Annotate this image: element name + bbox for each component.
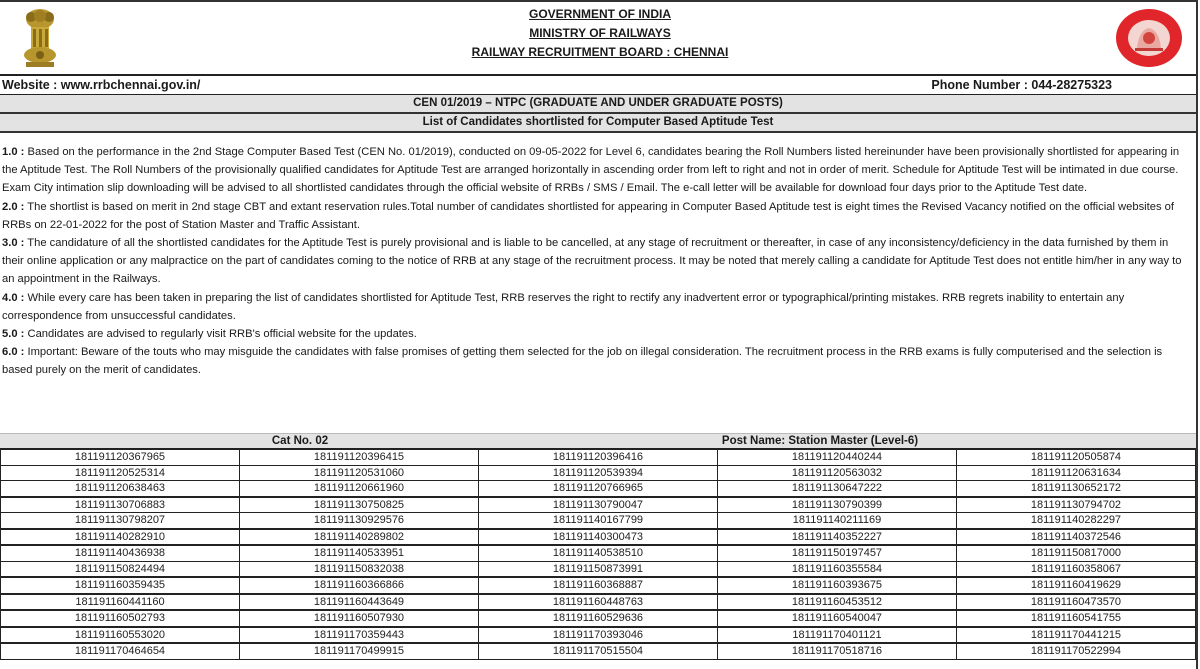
- roll-number-cell: 181191130750825: [240, 497, 479, 513]
- roll-number-cell: 181191160448763: [479, 594, 718, 611]
- roll-number-cell: 181191140372546: [957, 529, 1196, 546]
- national-emblem-icon: [22, 7, 58, 69]
- roll-number-cell: 181191120631634: [957, 465, 1196, 481]
- roll-number-cell: 181191140282910: [1, 529, 240, 546]
- table-row: [1, 610, 1196, 627]
- note-1: [2, 143, 1190, 198]
- roll-number-cell: 181191160359435: [1, 577, 240, 594]
- table-row: [1, 561, 1196, 577]
- notes-section: [2, 143, 1190, 380]
- note-number: 1.0 :: [2, 146, 25, 158]
- roll-number-cell: 181191140167799: [479, 513, 718, 529]
- note-2: [2, 198, 1190, 234]
- board-title: RAILWAY RECRUITMENT BOARD : CHENNAI: [471, 45, 729, 59]
- note-text: The candidature of all the shortlisted candidates for the Aptitude Test is purely provisional and is liable to be cancelled, at any stage of recruitment or thereafter, in case of any inconsistency/deficiency in the data furnished by them in their online application or any malpractice on the part of candidates coming to the notice of RRB at any stage of the recruitment process. It may be noted that merely calling a candidate for Aptitude Test does not entitle him/her in any way to an appointment in the Railways.: [2, 237, 1182, 286]
- table-header: [0, 433, 1196, 450]
- table-row: [1, 545, 1196, 561]
- govt-title: GOVERNMENT OF INDIA: [528, 7, 671, 21]
- phone-number: Phone Number : 044-28275323: [931, 78, 1112, 92]
- roll-number-cell: 181191130794702: [957, 497, 1196, 513]
- cen-heading: CEN 01/2019 – NTPC (GRADUATE AND UNDER GRADUATE POSTS): [0, 95, 1196, 114]
- roll-number-cell: 181191140282297: [957, 513, 1196, 529]
- note-5: [2, 325, 1190, 343]
- roll-number-cell: 181191170393046: [479, 627, 718, 644]
- roll-number-cell: 181191170401121: [718, 627, 957, 644]
- roll-number-cell: 181191160541755: [957, 610, 1196, 627]
- roll-number-cell: 181191160507930: [240, 610, 479, 627]
- roll-number-cell: 181191160540047: [718, 610, 957, 627]
- roll-number-cell: 181191130790399: [718, 497, 957, 513]
- note-text: Important: Beware of the touts who may misguide the candidates with false promises of getting them selected for the job on illegal consideration. The recruitment process in the RRB exams is fully computerised and the selection is based purely on the merit of candidates.: [2, 346, 1163, 377]
- table-row: [1, 481, 1196, 497]
- roll-number-cell: 181191120367965: [1, 450, 240, 466]
- roll-number-cell: 181191140352227: [718, 529, 957, 546]
- roll-number-cell: 181191130647222: [718, 481, 957, 497]
- table-row: [1, 627, 1196, 644]
- list-title: List of Candidates shortlisted for Computer Based Aptitude Test: [0, 114, 1196, 133]
- note-number: 6.0 :: [2, 346, 25, 359]
- roll-number-cell: 181191160473570: [957, 594, 1196, 611]
- table-row: [1, 450, 1196, 466]
- roll-number-cell: 181191160443649: [240, 594, 479, 611]
- roll-number-cell: 181191120766965: [479, 481, 718, 497]
- roll-number-cell: 181191150197457: [718, 545, 957, 561]
- roll-number-cell: 181191120563032: [718, 465, 957, 481]
- note-4: [2, 289, 1190, 325]
- table-row: [1, 643, 1196, 659]
- roll-number-cell: 181191160358067: [957, 561, 1196, 577]
- letterhead: [0, 2, 1196, 76]
- roll-number-cell: 181191140289802: [240, 529, 479, 546]
- roll-number-cell: 181191170499915: [240, 643, 479, 659]
- table-row: [1, 577, 1196, 594]
- note-3: [2, 234, 1190, 289]
- note-number: 2.0 :: [2, 200, 25, 213]
- roll-number-cell: 181191160553020: [1, 627, 240, 644]
- roll-number-cell: 181191160355584: [718, 561, 957, 577]
- roll-number-cell: 181191120638463: [1, 481, 240, 497]
- note-text: Based on the performance in the 2nd Stage Computer Based Test (CEN No. 01/2019), conducted on 09-05-2022 for Level 6, candidates bearing the Roll Numbers listed hereinunder have been provisionally shortlisted for appearing in the Aptitude Test. The Roll Numbers of the provisionally qualified candidates for Aptitude Test are arranged horizontally in ascending order from left to right and not in order of merit. Schedule for Aptitude Test will be intimated in due course. Exam City intimation slip downloading will be advised to all shortlisted candidates through the official website of RRBs / SMS / Email. The e-call letter will be available for download four days prior to the Aptitude Test date.: [2, 146, 1180, 195]
- roll-number-cell: 181191170515504: [479, 643, 718, 659]
- roll-number-cell: 181191160368887: [479, 577, 718, 594]
- table-row: [1, 497, 1196, 513]
- roll-number-cell: 181191160393675: [718, 577, 957, 594]
- roll-number-cell: 181191170522994: [957, 643, 1196, 659]
- roll-number-cell: 181191150824494: [1, 561, 240, 577]
- note-6: [2, 343, 1190, 379]
- note-number: 5.0 :: [2, 328, 25, 341]
- note-number: 3.0 :: [2, 237, 25, 250]
- indian-railways-logo-icon: [1115, 8, 1183, 68]
- roll-number-cell: 181191160441160: [1, 594, 240, 611]
- website-link[interactable]: Website : www.rrbchennai.gov.in/: [2, 78, 201, 92]
- roll-number-cell: 181191120505874: [957, 450, 1196, 466]
- roll-number-cell: 181191120539394: [479, 465, 718, 481]
- roll-number-cell: 181191140436938: [1, 545, 240, 561]
- roll-number-cell: 181191120531060: [240, 465, 479, 481]
- roll-number-cell: 181191120396415: [240, 450, 479, 466]
- roll-number-cell: 181191140211169: [718, 513, 957, 529]
- roll-number-cell: 181191160419629: [957, 577, 1196, 594]
- ministry-title: MINISTRY OF RAILWAYS: [529, 26, 671, 40]
- roll-number-cell: 181191130706883: [1, 497, 240, 513]
- note-text: While every care has been taken in preparing the list of candidates shortlisted for Aptitude Test, RRB reserves the right to rectify any inadvertent error or typographical/printing mistakes. RRB regrets inability to entertain any correspondence from unsuccessful candidates.: [2, 291, 1125, 322]
- roll-number-cell: 181191160529636: [479, 610, 718, 627]
- roll-number-cell: 181191170518716: [718, 643, 957, 659]
- note-number: 4.0 :: [2, 291, 25, 304]
- roll-number-cell: 181191130790047: [479, 497, 718, 513]
- table-row: [1, 465, 1196, 481]
- roll-number-cell: 181191150873991: [479, 561, 718, 577]
- roll-number-cell: 181191130798207: [1, 513, 240, 529]
- category-label: Cat No. 02: [271, 435, 329, 447]
- roll-number-cell: 181191120396416: [479, 450, 718, 466]
- roll-number-cell: 181191120440244: [718, 450, 957, 466]
- roll-number-cell: 181191140538510: [479, 545, 718, 561]
- table-row: [1, 594, 1196, 611]
- letterhead-titles: [380, 5, 820, 62]
- table-row: [1, 529, 1196, 546]
- roll-number-cell: 181191170441215: [957, 627, 1196, 644]
- roll-number-cell: 181191140300473: [479, 529, 718, 546]
- roll-number-cell: 181191150817000: [957, 545, 1196, 561]
- roll-number-cell: 181191140533951: [240, 545, 479, 561]
- roll-number-cell: 181191170464654: [1, 643, 240, 659]
- post-name-label: Post Name: Station Master (Level-6): [721, 435, 919, 447]
- roll-number-cell: 181191120661960: [240, 481, 479, 497]
- roll-number-cell: 181191120525314: [1, 465, 240, 481]
- roll-number-cell: 181191130929576: [240, 513, 479, 529]
- contact-row: [0, 76, 1196, 96]
- roll-number-cell: 181191130652172: [957, 481, 1196, 497]
- roll-number-cell: 181191170359443: [240, 627, 479, 644]
- roll-number-cell: 181191160366866: [240, 577, 479, 594]
- roll-number-cell: 181191160453512: [718, 594, 957, 611]
- roll-number-cell: 181191160502793: [1, 610, 240, 627]
- note-text: The shortlist is based on merit in 2nd stage CBT and extant reservation rules.Total number of candidates shortlisted for appearing in Computer Based Aptitude test is eight times the Revised Vacancy notified on the official websites of RRBs on 22-01-2022 for the post of Station Master and Traffic Assistant.: [2, 200, 1175, 231]
- note-text: Candidates are advised to regularly visit RRB's official website for the updates.: [24, 328, 417, 341]
- roll-numbers-table: [0, 449, 1196, 660]
- roll-number-cell: 181191150832038: [240, 561, 479, 577]
- table-row: [1, 513, 1196, 529]
